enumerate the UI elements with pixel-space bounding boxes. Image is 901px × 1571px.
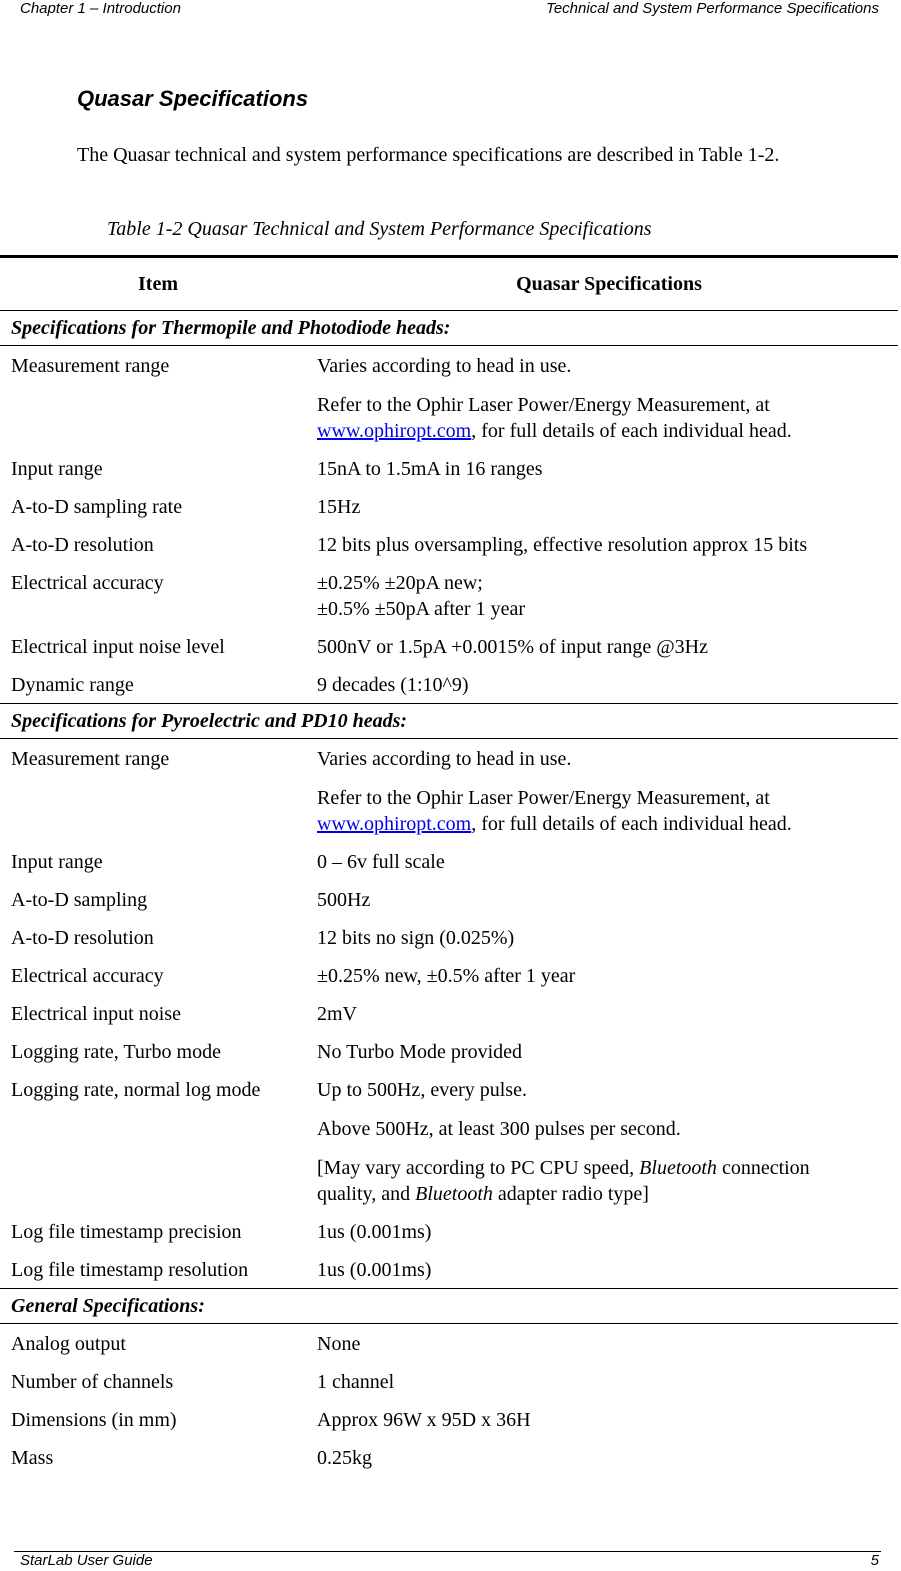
table-row	[0, 627, 898, 665]
row-label: Electrical accuracy	[11, 965, 164, 987]
value-text: Refer to the Ophir Laser Power/Energy Measurement, at	[317, 394, 770, 416]
row-value: 15nA to 1.5mA in 16 ranges	[317, 458, 543, 480]
value-text: , for full details of each individual head.	[471, 420, 792, 442]
row-value: 15Hz	[317, 496, 361, 518]
row-value: 500nV or 1.5pA +0.0015% of input range @3Hz	[317, 636, 708, 658]
row-label: Mass	[11, 1447, 54, 1469]
row-value: None	[317, 1333, 361, 1355]
ophiropt-link[interactable]: www.ophiropt.com	[317, 813, 472, 835]
table-row	[0, 1212, 898, 1250]
row-label: Measurement range	[11, 748, 170, 770]
row-label: Logging rate, Turbo mode	[11, 1041, 221, 1063]
row-value: 500Hz	[317, 889, 371, 911]
table-row	[0, 563, 898, 627]
row-label: Logging rate, normal log mode	[11, 1079, 261, 1101]
row-label: A-to-D resolution	[11, 927, 154, 949]
value-text: connection	[716, 1157, 810, 1179]
row-label: A-to-D resolution	[11, 534, 154, 556]
row-value: Approx 96W x 95D x 36H	[317, 1409, 531, 1431]
row-value	[317, 570, 898, 622]
table-row	[0, 918, 898, 956]
section-heading-thermopile: Specifications for Thermopile and Photodiode heads:	[11, 317, 451, 339]
table-row	[0, 994, 898, 1032]
row-label: Dimensions (in mm)	[11, 1409, 177, 1431]
table-row	[0, 1324, 898, 1362]
table-row	[0, 1362, 898, 1400]
table-caption: Table 1-2 Quasar Technical and System Performance Specifications	[107, 218, 652, 240]
table-row	[0, 956, 898, 994]
row-value: 0 – 6v full scale	[317, 851, 445, 873]
table-row	[0, 525, 898, 563]
table-row	[0, 1070, 898, 1212]
row-label: Number of channels	[11, 1371, 174, 1393]
table-row	[0, 1250, 898, 1288]
value-paragraph	[317, 785, 898, 837]
row-value: No Turbo Mode provided	[317, 1041, 523, 1063]
running-header-chapter: Chapter 1 – Introduction	[20, 0, 181, 17]
value-paragraph	[317, 392, 898, 444]
table-row	[0, 665, 898, 703]
row-value	[317, 1077, 898, 1207]
value-paragraph	[317, 1155, 898, 1207]
ophiropt-link[interactable]: www.ophiropt.com	[317, 420, 472, 442]
value-text: ±0.5% ±50pA after 1 year	[317, 598, 525, 620]
row-label: A-to-D sampling	[11, 889, 148, 911]
table-row	[0, 842, 898, 880]
row-label: A-to-D sampling rate	[11, 496, 183, 518]
column-header-specifications: Quasar Specifications	[516, 272, 702, 295]
row-value: 2mV	[317, 1003, 357, 1025]
table-row	[0, 880, 898, 918]
section-title: Quasar Specifications	[77, 86, 309, 111]
intro-paragraph: The Quasar technical and system performance specifications are described in Table 1-2.	[77, 144, 780, 166]
row-label: Input range	[11, 458, 103, 480]
row-value: 12 bits plus oversampling, effective resolution approx 15 bits	[317, 534, 808, 556]
value-text: Refer to the Ophir Laser Power/Energy Measurement, at	[317, 787, 770, 809]
table-row	[0, 739, 898, 842]
row-label: Electrical accuracy	[11, 572, 164, 594]
section-heading-pyroelectric: Specifications for Pyroelectric and PD10 heads:	[11, 710, 408, 732]
row-label: Log file timestamp precision	[11, 1221, 242, 1243]
value-paragraph: Above 500Hz, at least 300 pulses per second.	[317, 1118, 681, 1140]
running-header-title: Technical and System Performance Specifications	[546, 0, 879, 17]
row-value: 1us (0.001ms)	[317, 1221, 432, 1243]
row-value: ±0.25% new, ±0.5% after 1 year	[317, 965, 576, 987]
value-text: Bluetooth	[415, 1183, 493, 1205]
row-value	[317, 353, 898, 444]
table-row	[0, 1400, 898, 1438]
value-text: adapter radio type]	[492, 1183, 649, 1205]
table-row	[0, 1032, 898, 1070]
row-label: Dynamic range	[11, 674, 134, 696]
row-value: 12 bits no sign (0.025%)	[317, 927, 515, 949]
row-label: Input range	[11, 851, 103, 873]
value-paragraph: Varies according to head in use.	[317, 748, 572, 770]
specifications-table	[0, 255, 898, 1476]
table-row	[0, 1438, 898, 1476]
table-header-row	[0, 258, 898, 310]
value-paragraph: Varies according to head in use.	[317, 355, 572, 377]
row-value	[317, 746, 898, 837]
row-label: Log file timestamp resolution	[11, 1259, 249, 1281]
value-text: quality, and	[317, 1183, 416, 1205]
row-label: Electrical input noise level	[11, 636, 225, 658]
page-number: 5	[870, 1552, 879, 1569]
table-row	[0, 487, 898, 525]
row-label: Electrical input noise	[11, 1003, 181, 1025]
value-paragraph: Up to 500Hz, every pulse.	[317, 1079, 527, 1101]
table-row	[0, 449, 898, 487]
row-label: Analog output	[11, 1333, 126, 1355]
running-footer-guide: StarLab User Guide	[20, 1552, 153, 1569]
table-row	[0, 346, 898, 449]
column-header-item: Item	[138, 272, 178, 295]
value-text: Bluetooth	[639, 1157, 717, 1179]
section-heading-general: General Specifications:	[11, 1295, 205, 1317]
row-value: 0.25kg	[317, 1447, 372, 1469]
row-value: 1us (0.001ms)	[317, 1259, 432, 1281]
row-value: 9 decades (1:10^9)	[317, 674, 469, 696]
value-text: , for full details of each individual head.	[471, 813, 792, 835]
value-text: [May vary according to PC CPU speed,	[317, 1157, 640, 1179]
row-label: Measurement range	[11, 355, 170, 377]
value-text: ±0.25% ±20pA new;	[317, 572, 483, 594]
row-value: 1 channel	[317, 1371, 395, 1393]
